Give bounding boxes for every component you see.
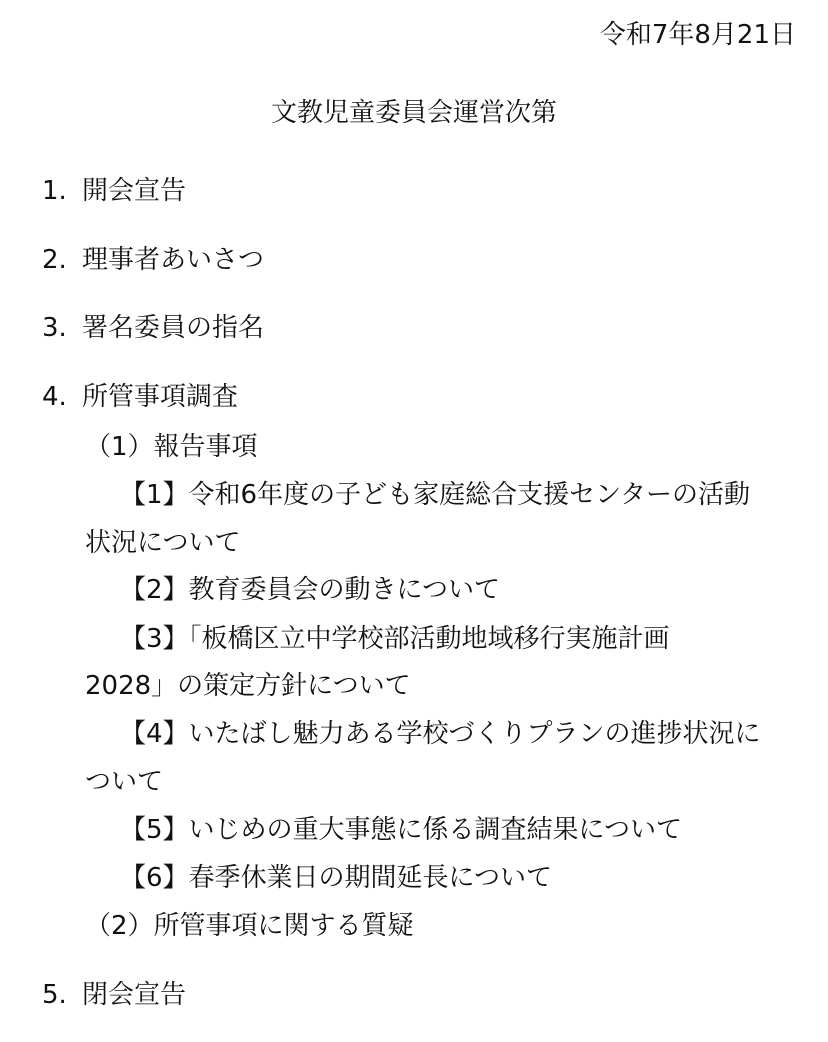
agenda-item-5 <box>42 982 186 1008</box>
report-item-text: 「板橋区立中学校部活動地域移行実施計画 <box>188 624 670 654</box>
sub-item-label: （2） <box>85 911 154 941</box>
report-item-2 <box>120 577 500 603</box>
report-item-label: 【1】 <box>120 480 189 510</box>
report-item-label: 【4】 <box>120 719 189 749</box>
sub-item-2 <box>85 913 414 939</box>
sub-item-1 <box>85 434 258 460</box>
report-item-6 <box>120 865 552 891</box>
agenda-item-text: 開会宣告 <box>82 176 187 206</box>
report-item-text: いじめの重大事態に係る調査結果について <box>188 815 683 845</box>
agenda-item-4 <box>42 384 238 410</box>
agenda-item-2 <box>42 247 264 273</box>
agenda-item-number: 3. <box>42 313 67 343</box>
agenda-item-text: 署名委員の指名 <box>82 313 265 343</box>
report-item-5 <box>120 817 682 843</box>
report-item-3-continuation: 2028」の策定方針について <box>85 671 411 701</box>
sub-item-text: 所管事項に関する質疑 <box>153 911 414 941</box>
agenda-item-text: 所管事項調査 <box>82 382 239 412</box>
agenda-item-text: 閉会宣告 <box>82 980 187 1010</box>
agenda-item-number: 5. <box>42 980 67 1010</box>
agenda-item-number: 4. <box>42 382 67 412</box>
report-item-text: いたばし魅力ある学校づくりプランの進捗状況に <box>188 719 761 749</box>
report-item-label: 【3】 <box>120 624 189 654</box>
report-item-1 <box>120 482 750 508</box>
sub-item-text: 報告事項 <box>153 432 258 462</box>
document-date: 令和7年8月21日 <box>599 20 796 50</box>
report-item-4-continuation: ついて <box>85 767 164 797</box>
agenda-item-number: 1. <box>42 176 67 206</box>
report-item-1-continuation: 状況について <box>85 528 241 558</box>
agenda-item-number: 2. <box>42 245 67 275</box>
report-item-text: 教育委員会の動きについて <box>188 575 501 605</box>
report-item-label: 【5】 <box>120 815 189 845</box>
agenda-item-3 <box>42 315 264 341</box>
report-item-3 <box>120 626 670 652</box>
document-title: 文教児童委員会運営次第 <box>270 98 557 128</box>
report-item-4 <box>120 721 761 747</box>
agenda-item-text: 理事者あいさつ <box>82 245 265 275</box>
sub-item-label: （1） <box>85 432 154 462</box>
report-item-label: 【2】 <box>120 575 189 605</box>
report-item-text: 令和6年度の子ども家庭総合支援センターの活動 <box>188 480 751 510</box>
agenda-item-1 <box>42 178 186 204</box>
report-item-label: 【6】 <box>120 863 189 893</box>
report-item-text: 春季休業日の期間延長について <box>188 863 553 893</box>
